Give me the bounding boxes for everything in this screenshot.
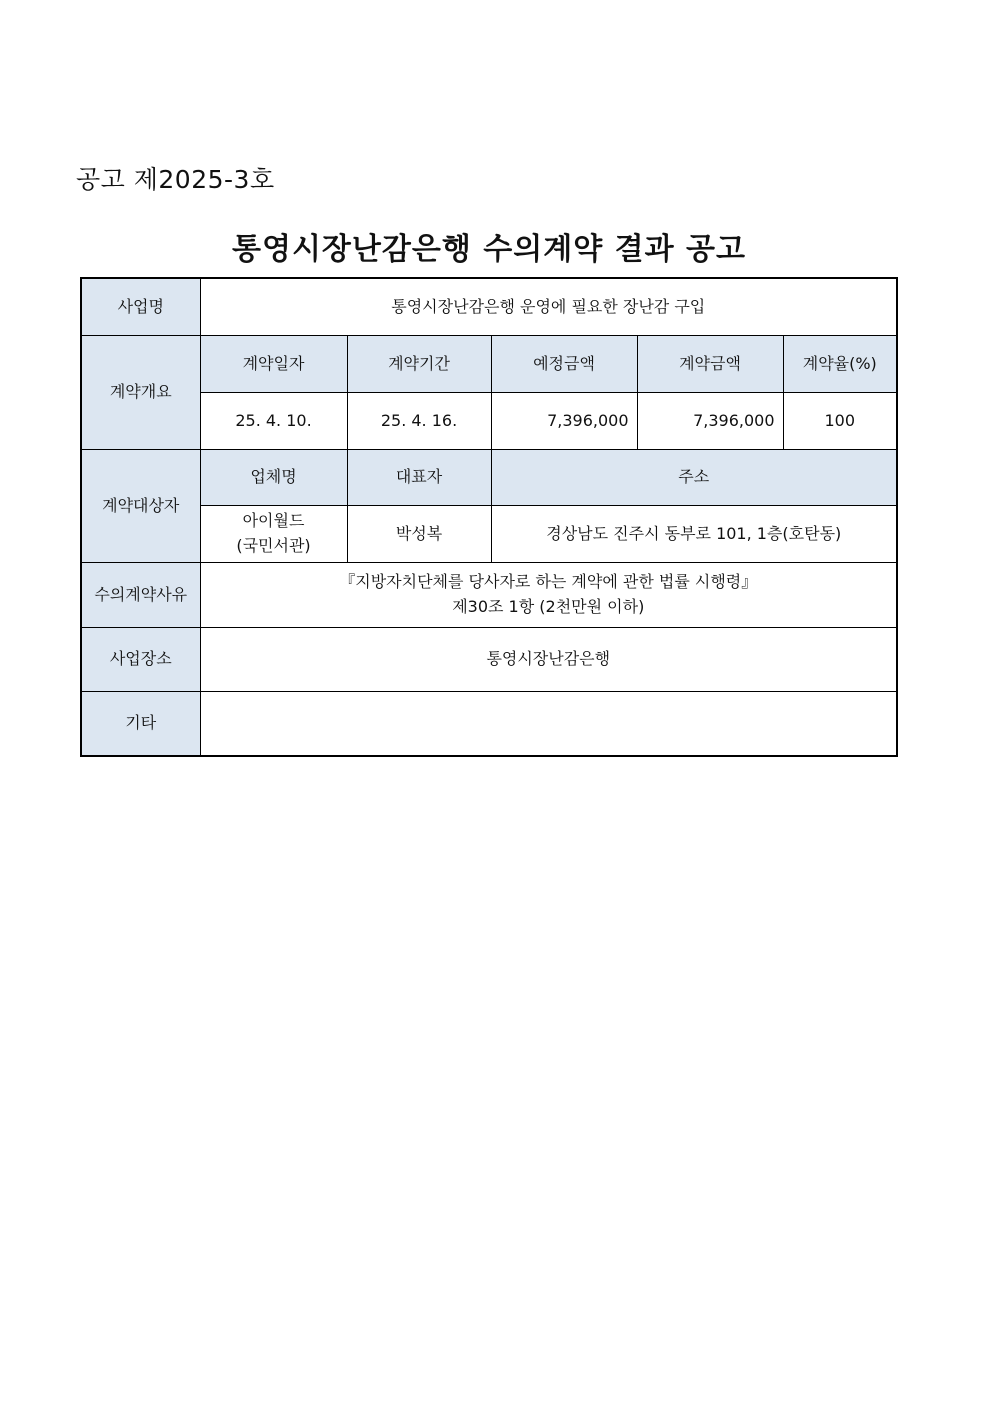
row-overview-headers — [81, 336, 897, 393]
value-address: 경상남도 진주시 동부로 101, 1층(호탄동) — [491, 506, 897, 563]
label-reason: 수의계약사유 — [81, 563, 200, 628]
row-other — [81, 692, 897, 757]
header-contract-rate: 계약율(%) — [783, 336, 897, 393]
row-contractor-values — [81, 506, 897, 563]
label-place: 사업장소 — [81, 628, 200, 692]
value-place: 통영시장난감은행 — [200, 628, 897, 692]
header-estimated-amount: 예정금액 — [491, 336, 637, 393]
header-representative: 대표자 — [347, 450, 491, 506]
value-contract-rate: 100 — [783, 393, 897, 450]
label-contractor: 계약대상자 — [81, 450, 200, 563]
notice-number: 공고 제2025-3호 — [76, 165, 275, 194]
reason-line-1: 『지방자치단체를 당사자로 하는 계약에 관한 법률 시행령』 — [339, 572, 758, 592]
header-company-name: 업체명 — [200, 450, 347, 506]
reason-line-2: 제30조 1항 (2천만원 이하) — [452, 597, 645, 616]
header-contract-date: 계약일자 — [200, 336, 347, 393]
company-name-sub-line: (국민서관) — [236, 536, 311, 555]
value-contract-amount: 7,396,000 — [637, 393, 783, 450]
value-reason — [200, 563, 897, 628]
value-project-name: 통영시장난감은행 운영에 필요한 장난감 구입 — [200, 278, 897, 336]
label-contract-overview: 계약개요 — [81, 336, 200, 450]
page-title: 통영시장난감은행 수의계약 결과 공고 — [231, 232, 746, 267]
value-contract-period: 25. 4. 16. — [347, 393, 491, 450]
company-name-line: 아이월드 — [242, 511, 305, 531]
row-reason — [81, 563, 897, 628]
value-contract-date: 25. 4. 10. — [200, 393, 347, 450]
contract-result-table — [80, 277, 898, 757]
row-contractor-headers — [81, 450, 897, 506]
value-other — [200, 692, 897, 757]
value-estimated-amount: 7,396,000 — [491, 393, 637, 450]
label-other: 기타 — [81, 692, 200, 757]
row-overview-values — [81, 393, 897, 450]
label-project-name: 사업명 — [81, 278, 200, 336]
row-project-name — [81, 278, 897, 336]
row-place — [81, 628, 897, 692]
value-company-name — [200, 506, 347, 563]
header-contract-period: 계약기간 — [347, 336, 491, 393]
value-representative: 박성복 — [347, 506, 491, 563]
header-address: 주소 — [491, 450, 897, 506]
header-contract-amount: 계약금액 — [637, 336, 783, 393]
